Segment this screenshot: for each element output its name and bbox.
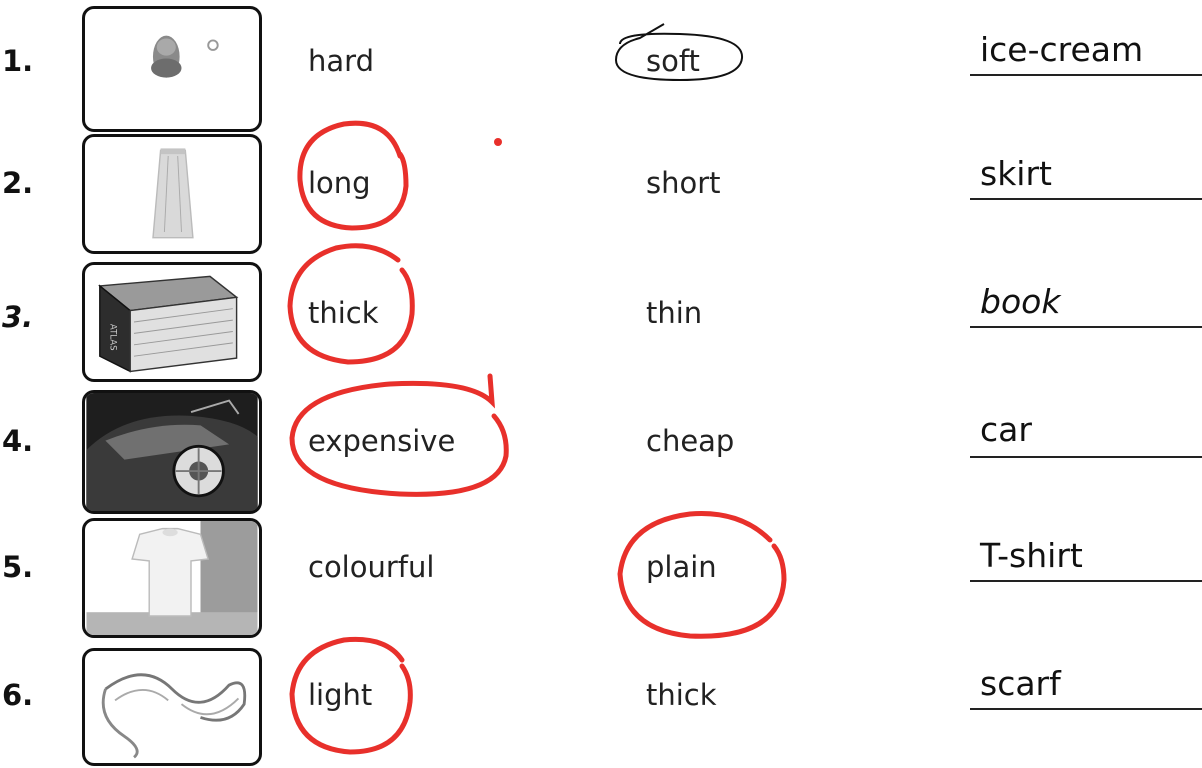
word-option-a: thick	[308, 296, 379, 330]
answer-line	[970, 74, 1202, 76]
word-option-b: cheap	[646, 424, 735, 458]
written-answer: ice-cream	[980, 30, 1144, 69]
skirt-icon	[85, 137, 259, 251]
book-picture	[82, 262, 262, 382]
word-option-a: light	[308, 678, 373, 712]
item-number: 4.	[2, 424, 34, 458]
t-shirt-icon	[85, 521, 259, 635]
exercise-row-3	[0, 256, 1202, 384]
scarf-picture	[82, 648, 262, 766]
exercise-row-1	[0, 0, 1202, 128]
scarf-icon	[85, 651, 259, 763]
item-number: 2.	[2, 166, 34, 200]
t-shirt-picture	[82, 518, 262, 638]
exercise-row-4	[0, 384, 1202, 512]
skirt-picture	[82, 134, 262, 254]
car-picture	[82, 390, 262, 514]
word-option-b: soft	[646, 44, 700, 78]
item-number: 1.	[2, 44, 34, 78]
word-option-a: hard	[308, 44, 374, 78]
item-number: 3.	[2, 300, 34, 334]
word-option-b: thick	[646, 678, 717, 712]
item-number: 6.	[2, 678, 34, 712]
answer-line	[970, 456, 1202, 458]
written-answer: skirt	[980, 154, 1052, 193]
answer-line	[970, 326, 1202, 328]
word-option-a: colourful	[308, 550, 435, 584]
ice-cream-icon	[85, 9, 259, 129]
book-icon	[85, 265, 259, 379]
car-icon	[85, 393, 259, 511]
ice-cream-picture	[82, 6, 262, 132]
written-answer: book	[980, 282, 1061, 321]
word-option-a: expensive	[308, 424, 456, 458]
written-answer: T-shirt	[980, 536, 1083, 575]
item-number: 5.	[2, 550, 34, 584]
written-answer: scarf	[980, 664, 1061, 703]
book-spine-label: ATLAS	[107, 323, 118, 351]
exercise-row-6	[0, 640, 1202, 768]
answer-line	[970, 580, 1202, 582]
word-option-b: plain	[646, 550, 717, 584]
word-option-a: long	[308, 166, 371, 200]
word-option-b: short	[646, 166, 721, 200]
written-answer: car	[980, 410, 1032, 449]
answer-line	[970, 198, 1202, 200]
word-option-b: thin	[646, 296, 703, 330]
exercise-row-2	[0, 128, 1202, 256]
exercise-row-5	[0, 512, 1202, 640]
answer-line	[970, 708, 1202, 710]
